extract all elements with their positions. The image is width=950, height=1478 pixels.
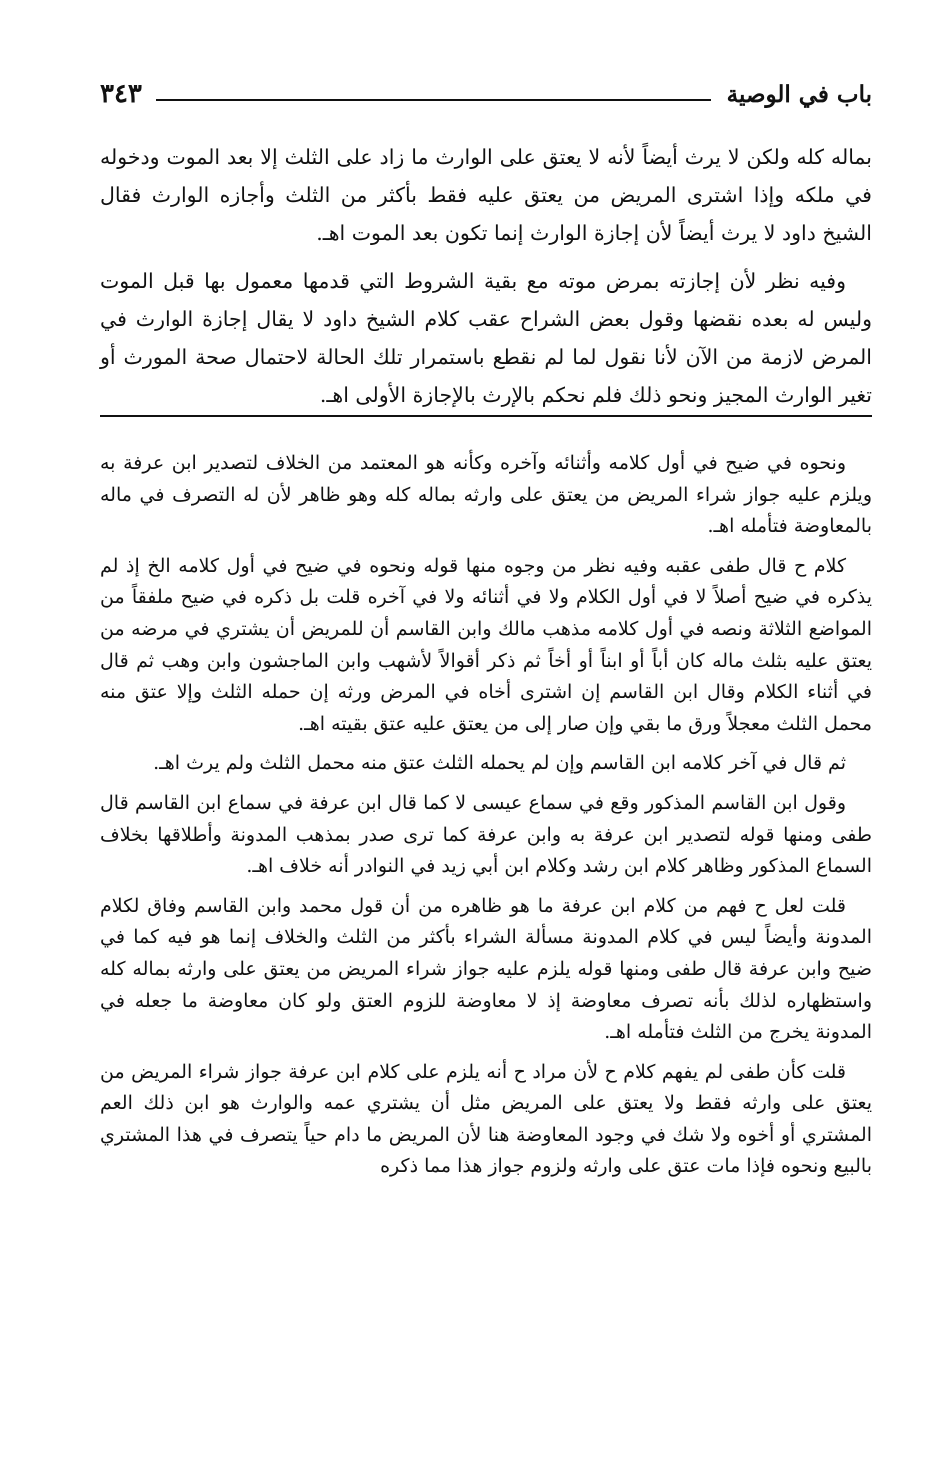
main-paragraph: وفيه نظر لأن إجازته بمرض موته مع بقية الشروط التي قدمها معمول بها قبل الموت وليس له بعده نقضها وقول بعض الشراح عقب كلام الشيخ داود لا يقال إجازة الوارث في المرض لازمة من الآن لأنا نقول لما لم نقطع باستمرار تلك الحالة لاحتمال صحة المورث أو تغير الوارث المجيز ونحو ذلك فلم نحكم بالإرث بالإجازة الأولى اهـ. xyxy=(100,269,872,407)
footnote-divider xyxy=(100,415,872,417)
footnote-paragraph: وقول ابن القاسم المذكور وقع في سماع عيسى لا كما قال ابن عرفة في سماع ابن القاسم قال طفى ومنها قوله لتصدير ابن عرفة به وابن عرفة كما ترى صدر بمذهب المدونة وأطلاقها بخلاف السماع المذكور وظاهر كلام ابن رشد وكلام ابن أبي زيد في النوادر أنه خلاف اهـ. xyxy=(100,791,872,878)
main-paragraph: بماله كله ولكن لا يرث أيضاً لأنه لا يعتق على الوارث ما زاد على الثلث إلا بعد الموت ودخوله في ملكه وإذا اشترى المريض من يعتق عليه فقط بأكثر من الثلث وأجازه الوارث فقال الشيخ داود لا يرث أيضاً لأن إجازة الوارث إنما تكون بعد الموت اهـ. xyxy=(100,145,872,245)
footnote-paragraph: كلام ح قال طفى عقبه وفيه نظر من وجوه منها قوله ونحوه في ضيح في أول كلامه الخ إذ لم يذكره في ضيح أصلاً لا في أول الكلام ولا في أثنائه ولا في آخره قلت بل ذكره في ضيح ملفقاً من المواضع الثلاثة ونصه في أول كلامه مذهب مالك وابن القاسم أن للمريض أن يشتري في مرضه من يعتق عليه بثلث ماله كان أباً أو ابناً أو أخاً ثم ذكر أقوالاً لأشهب وابن الماجشون وابن وهب ثم قال في أثناء الكلام وقال ابن القاسم إن اشترى أخاه في المرض ورثه إن حمله الثلث وإلا عتق منه محمل الثلث معجلاً ورق ما بقي وإن صار إلى من يعتق عليه عتق بقيته اهـ. xyxy=(100,554,872,735)
footnote-paragraph: قلت كأن طفى لم يفهم كلام ح لأن مراد ح أنه يلزم على كلام ابن عرفة جواز شراء المريض من يعتق على وارثه فقط ولا يعتق على المريض مثل أن يشتري عمه والوارث هو ابن ذلك العم المشتري أو أخوه ولا شك في وجود المعاوضة هنا لأن المريض ما دام حياً يتصرف في هذا المشتري بالبيع ونحوه فإذا مات عتق على وارثه ولزوم جواز هذا مما ذكره xyxy=(100,1060,872,1178)
main-text xyxy=(100,138,872,424)
footnote-paragraph: ثم قال في آخر كلامه ابن القاسم وإن لم يحمله الثلث عتق منه محمل الثلث ولم يرث اهـ. xyxy=(153,752,846,775)
header-rule xyxy=(156,99,711,101)
running-header xyxy=(100,72,872,116)
chapter-title: باب في الوصية xyxy=(726,80,872,108)
page-number: ٣٤٣ xyxy=(100,79,142,109)
footnotes xyxy=(100,448,872,1191)
footnote-paragraph: ونحوه في ضيح في أول كلامه وأثنائه وآخره وكأنه هو المعتمد من الخلاف لتصدير ابن عرفة به ويلزم عليه جواز شراء المريض من يعتق على وارثه بماله كله وهو ظاهر لأن له التصرف في ماله بالمعاوضة فتأمله اهـ. xyxy=(100,452,872,538)
footnote-paragraph: قلت لعل ح فهم من كلام ابن عرفة ما هو ظاهره من أن قول محمد وابن القاسم وفاق لكلام المدونة وأيضاً ليس في كلام المدونة مسألة الشراء بأكثر من الثلث والخلاف إنما هو فيه كما في ضيح وابن عرفة قال طفى ومنها قوله يلزم عليه جواز شراء المريض من يعتق على وارثه بماله كله واستظهاره لذلك بأنه تصرف معاوضة إذ لا معاوضة للزوم العتق ولو كان معاوضة ما جعله في المدونة يخرج من الثلث فتأمله اهـ. xyxy=(100,894,872,1044)
